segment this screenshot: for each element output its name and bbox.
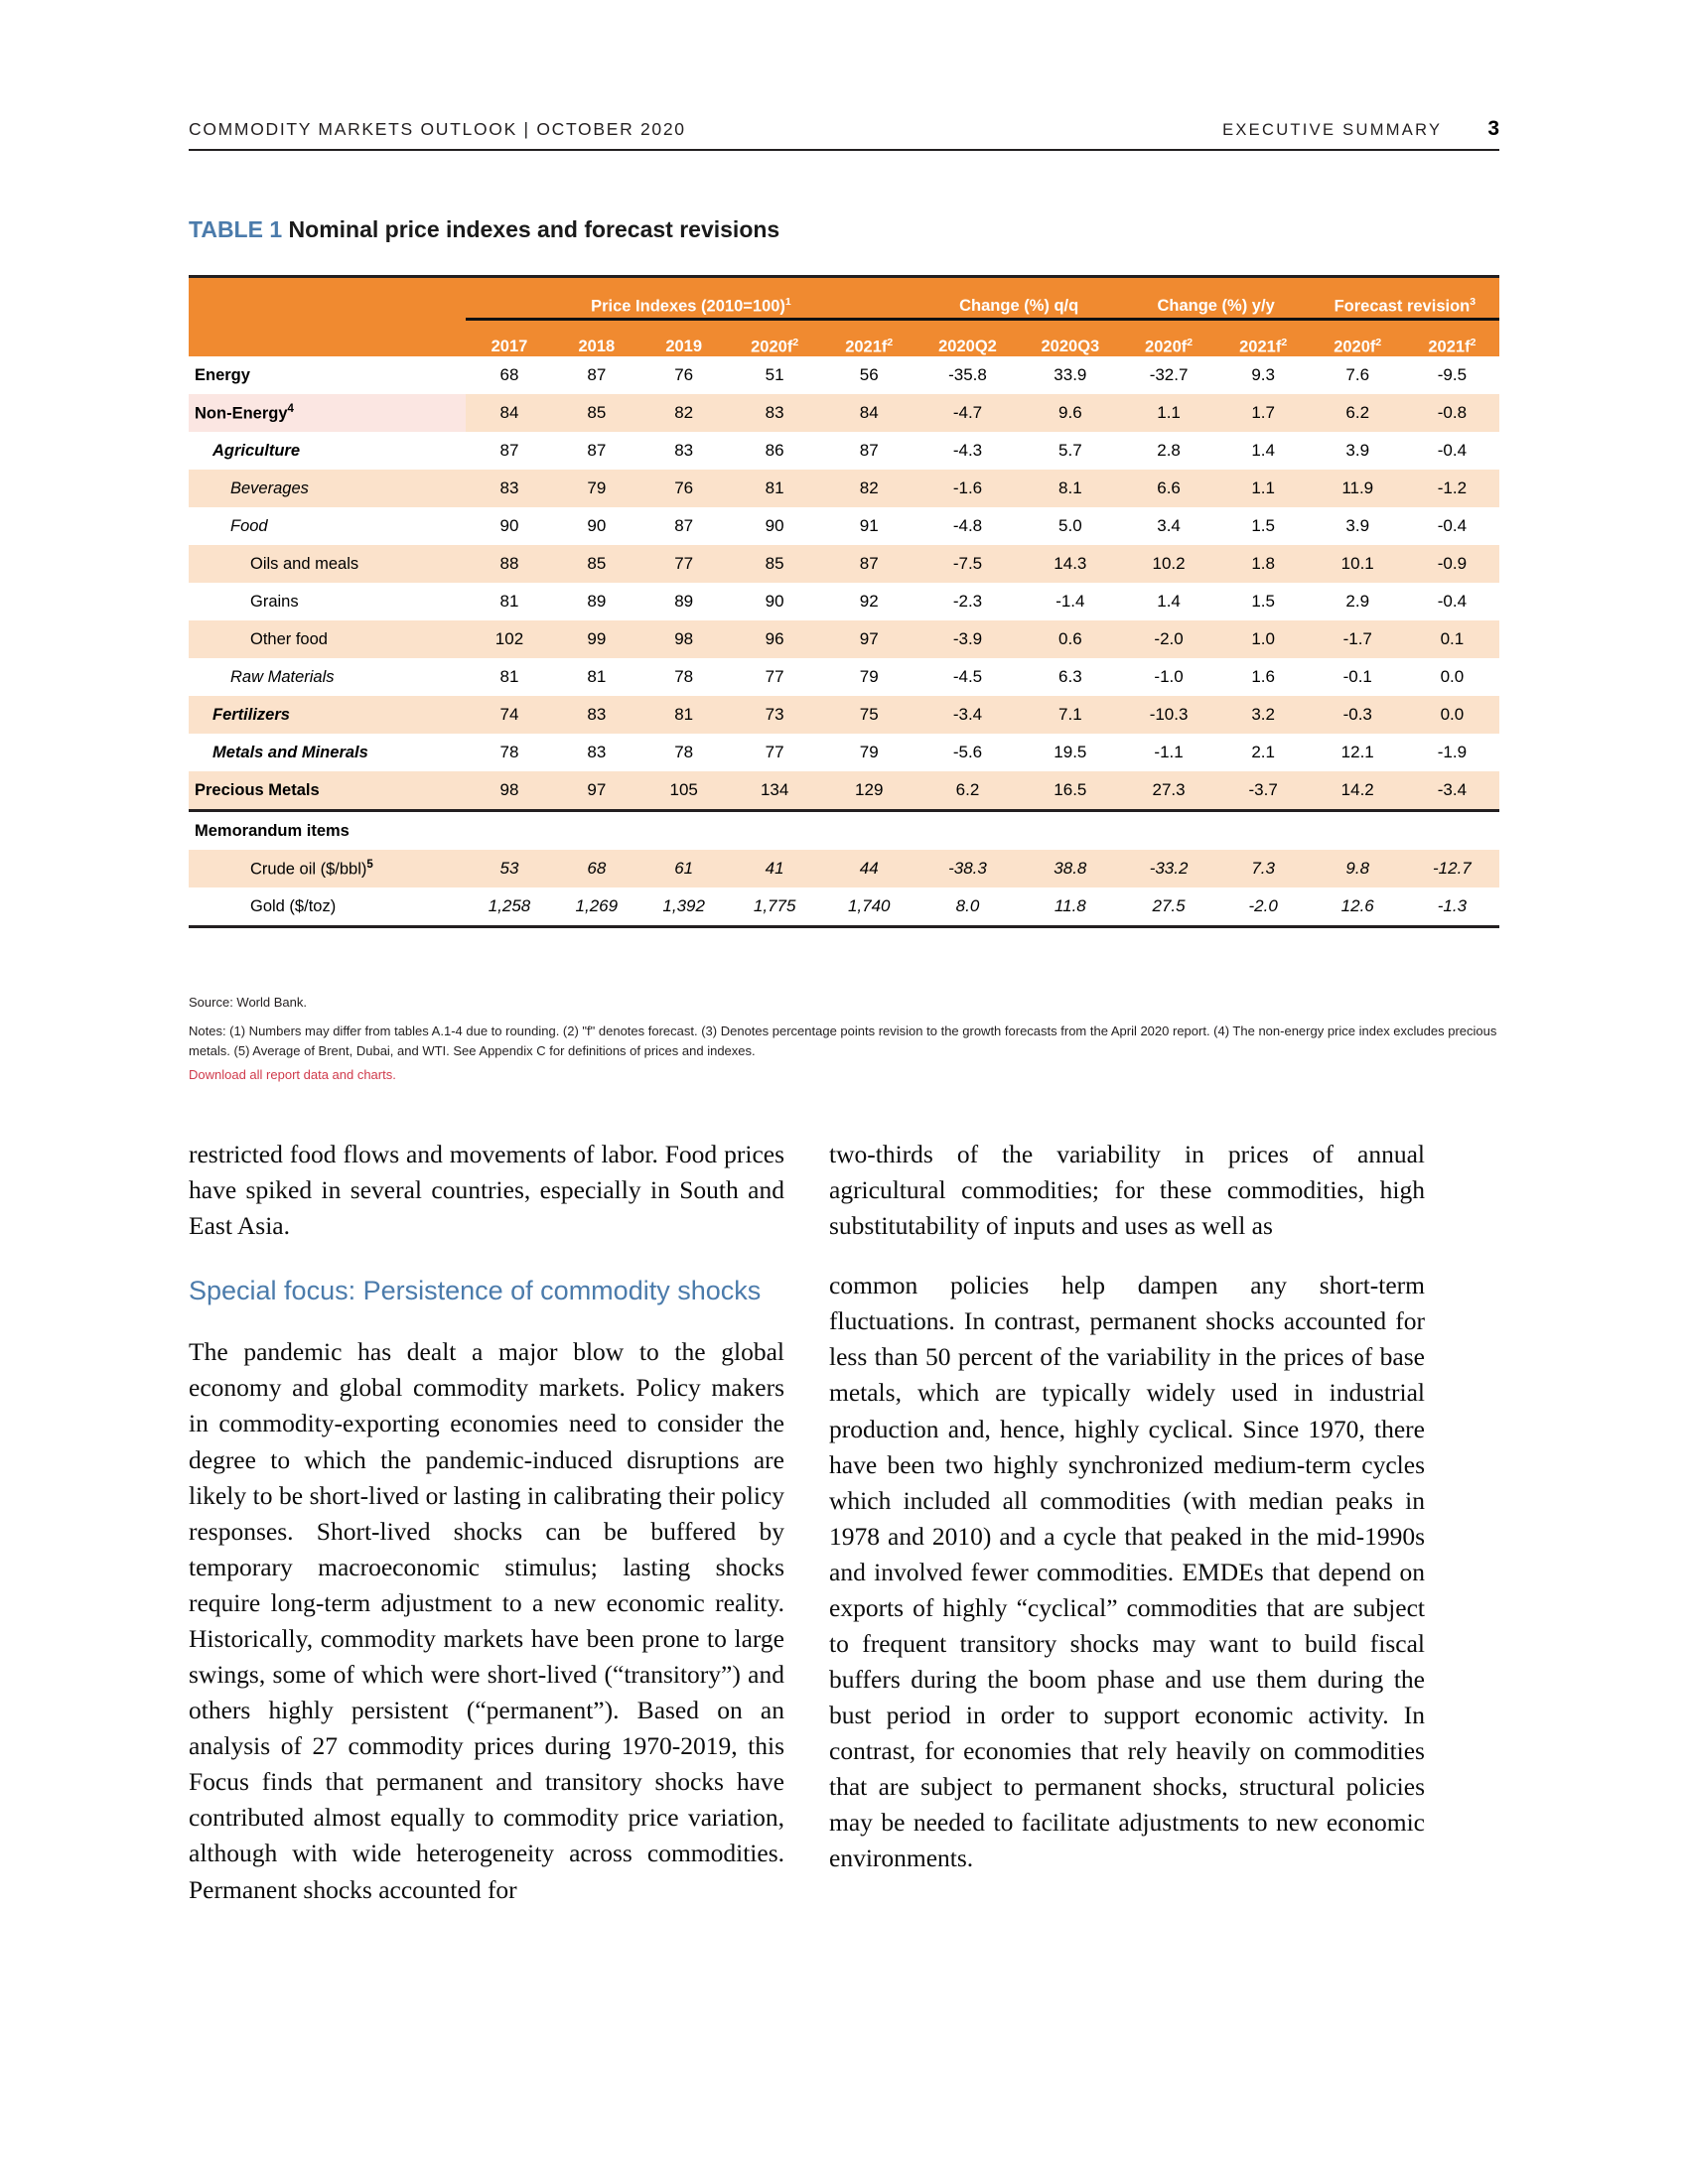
cell-empty [916,811,1019,851]
cell-empty [822,811,916,851]
cell-value: 87 [553,432,640,470]
cell-value: -38.3 [916,850,1019,887]
cell-value: 10.1 [1311,545,1405,583]
cell-value: -4.8 [916,507,1019,545]
cell-value: 1.1 [1122,394,1216,432]
cell-value: 76 [640,470,728,507]
cell-value: -1.2 [1405,470,1499,507]
cell-value: 9.3 [1216,356,1311,394]
cell-value: 97 [822,620,916,658]
column-header-2019: 2019 [640,320,728,357]
cell-value: 7.3 [1216,850,1311,887]
column-header-2020f: 2020f$^2$ [1311,320,1405,357]
cell-value: 2.9 [1311,583,1405,620]
memorandum-items-label: Memorandum items [189,811,466,851]
cell-value: 78 [640,734,728,771]
cell-value: -2.0 [1216,887,1311,927]
running-head-title: COMMODITY MARKETS OUTLOOK | OCTOBER 2020 [189,119,686,139]
cell-value: 1,775 [728,887,822,927]
cell-value: 1,269 [553,887,640,927]
cell-value: 1.4 [1122,583,1216,620]
cell-value: 105 [640,771,728,811]
cell-value: 78 [640,658,728,696]
cell-value: 1.5 [1216,583,1311,620]
cell-empty [640,811,728,851]
cell-value: -7.5 [916,545,1019,583]
cell-value: 81 [466,583,553,620]
cell-value: 87 [822,432,916,470]
cell-value: 134 [728,771,822,811]
memorandum-header-row [189,811,1499,851]
cell-value: 87 [640,507,728,545]
cell-value: -4.7 [916,394,1019,432]
cell-empty [1216,811,1311,851]
table-notes [189,993,1499,1086]
table-row [189,658,1499,696]
cell-value: 73 [728,696,822,734]
cell-value: 8.0 [916,887,1019,927]
cell-value: 7.1 [1019,696,1121,734]
cell-empty [553,811,640,851]
cell-value: -1.3 [1405,887,1499,927]
cell-value: 77 [728,658,822,696]
column-group-header: Change (%) q/q [916,277,1122,320]
table-column-header-row [189,320,1499,357]
cell-value: 38.8 [1019,850,1121,887]
paragraph-common-policies: common policies help dampen any short-term fluctuations. In contrast, permanent shocks accounted for less than 50 percent of the variability in the prices of base metals, which are typically widely used in industrial production and, hence, highly cyclical. Since 1970, there have been two highly synchronized medium-term cycles which included all commodities (with median peaks in 1978 and 2010) and a cycle that peaked in the mid-1990s and involved fewer commodities. EMDEs that depend on exports of highly “cyclical” commodities that are subject to frequent transitory shocks may want to build fiscal buffers during the boom phase and use them during the bust period in order to support economic activity. In contrast, for economies that rely heavily on commodities that are subject to permanent shocks, structural policies may be needed to facilitate adjustments to new economic environments. [829,1271,1425,1873]
cell-value: 89 [553,583,640,620]
cell-value: -2.3 [916,583,1019,620]
cell-value: -9.5 [1405,356,1499,394]
cell-value: -12.7 [1405,850,1499,887]
header-divider [189,149,1499,151]
cell-value: 51 [728,356,822,394]
cell-value: 11.9 [1311,470,1405,507]
cell-value: 6.2 [1311,394,1405,432]
column-header-2020q2: 2020Q2 [916,320,1019,357]
cell-value: 82 [640,394,728,432]
cell-value: 12.1 [1311,734,1405,771]
cell-value: 2.1 [1216,734,1311,771]
cell-value: -0.3 [1311,696,1405,734]
cell-value: -4.3 [916,432,1019,470]
cell-value: 2.8 [1122,432,1216,470]
cell-value: 1.1 [1216,470,1311,507]
table-label: TABLE 1 [189,216,283,242]
column-group-header: Price Indexes (2010=100)$^1$ [466,277,916,320]
cell-value: 27.3 [1122,771,1216,811]
cell-value: -3.7 [1216,771,1311,811]
group-header-spacer [189,277,466,320]
body-column-right [829,1137,1425,1877]
cell-value: 9.6 [1019,394,1121,432]
table-row [189,507,1499,545]
cell-value: -3.4 [916,696,1019,734]
cell-value: 83 [466,470,553,507]
cell-value: -3.9 [916,620,1019,658]
cell-value: 83 [640,432,728,470]
row-label: Agriculture [189,432,466,470]
row-label: Other food [189,620,466,658]
column-header-2021f: 2021f$^2$ [1405,320,1499,357]
cell-value: 1.0 [1216,620,1311,658]
table-row [189,620,1499,658]
cell-value: -1.1 [1122,734,1216,771]
cell-value: 6.2 [916,771,1019,811]
cell-value: 0.0 [1405,696,1499,734]
cell-value: 90 [728,583,822,620]
table-row [189,734,1499,771]
cell-empty [466,811,553,851]
cell-value: -1.9 [1405,734,1499,771]
cell-value: 90 [466,507,553,545]
column-header-2020q3: 2020Q3 [1019,320,1121,357]
cell-value: 77 [640,545,728,583]
cell-value: 44 [822,850,916,887]
table-row [189,432,1499,470]
cell-value: -0.9 [1405,545,1499,583]
cell-value: 6.6 [1122,470,1216,507]
cell-value: 1.6 [1216,658,1311,696]
column-header-2017: 2017 [466,320,553,357]
cell-empty [1019,811,1121,851]
cell-value: 0.6 [1019,620,1121,658]
cell-value: 99 [553,620,640,658]
table-row [189,771,1499,811]
column-header-2021f: 2021f$^2$ [1216,320,1311,357]
paragraph-pandemic-blow: The pandemic has dealt a major blow to the global economy and global commodity markets. Policy makers in commodity-exporting economies need to consider the degree to which the pandemic-induced disruptions are likely to be short-lived or lasting in calibrating their policy responses. Short-lived shocks can be buffered by temporary macroeconomic stimulus; lasting shocks require long-term adjustment to a new economic reality. Historically, commodity markets have been prone to large swings, some of which were short-lived (“transitory”) and others highly persistent (“permanent”). Based on an analysis of 27 commodity prices during 1970-2019, this Focus finds that permanent and transitory shocks have contributed almost equally to commodity price variation, although with wide heterogeneity across commodities. Permanent shocks accounted for [189,1337,784,1904]
cell-value: 5.0 [1019,507,1121,545]
row-label: Energy [189,356,466,394]
row-label: Raw Materials [189,658,466,696]
cell-value: 89 [640,583,728,620]
table-body [189,277,1499,927]
cell-value: -1.0 [1122,658,1216,696]
cell-value: 83 [553,734,640,771]
cell-value: 1.7 [1216,394,1311,432]
cell-value: -5.6 [916,734,1019,771]
column-header-2020f: 2020f$^2$ [1122,320,1216,357]
cell-value: 92 [822,583,916,620]
cell-value: 90 [553,507,640,545]
running-head [189,117,1499,141]
cell-empty [1122,811,1216,851]
cell-value: -0.4 [1405,583,1499,620]
cell-value: -1.7 [1311,620,1405,658]
notes-source: Source: World Bank. [189,995,307,1010]
page-number: 3 [1487,117,1499,140]
cell-value: 91 [822,507,916,545]
row-label: Fertilizers [189,696,466,734]
cell-value: 87 [466,432,553,470]
cell-value: -1.6 [916,470,1019,507]
cell-value: 6.3 [1019,658,1121,696]
cell-value: 78 [466,734,553,771]
cell-value: 90 [728,507,822,545]
cell-value: 85 [553,394,640,432]
cell-value: -10.3 [1122,696,1216,734]
special-focus-heading: Special focus: Persistence of commodity shocks [189,1276,762,1306]
column-group-header: Forecast revision$^3$ [1311,277,1499,320]
cell-value: 19.5 [1019,734,1121,771]
table-caption [189,216,779,243]
cell-value: 1.4 [1216,432,1311,470]
row-label: Crude oil ($/bbl)$^5$ [189,850,466,887]
cell-value: 41 [728,850,822,887]
cell-value: 3.9 [1311,507,1405,545]
cell-value: 81 [466,658,553,696]
cell-value: 9.8 [1311,850,1405,887]
cell-empty [1311,811,1405,851]
cell-value: 77 [728,734,822,771]
column-header-2018: 2018 [553,320,640,357]
cell-value: 3.9 [1311,432,1405,470]
table-row [189,545,1499,583]
cell-value: -0.4 [1405,507,1499,545]
cell-value: 75 [822,696,916,734]
cell-value: 5.7 [1019,432,1121,470]
cell-value: 81 [640,696,728,734]
cell-value: 68 [553,850,640,887]
cell-value: 7.6 [1311,356,1405,394]
cell-value: 3.4 [1122,507,1216,545]
cell-value: 82 [822,470,916,507]
body-column-left [189,1137,784,1908]
cell-value: 97 [553,771,640,811]
cell-value: 1,740 [822,887,916,927]
table-element [189,275,1499,928]
table-row [189,356,1499,394]
column-header-2020f: 2020f$^2$ [728,320,822,357]
cell-value: -35.8 [916,356,1019,394]
cell-value: 81 [728,470,822,507]
row-label: Oils and meals [189,545,466,583]
table-row [189,887,1499,927]
cell-value: 79 [822,658,916,696]
cell-value: -3.4 [1405,771,1499,811]
cell-value: 10.2 [1122,545,1216,583]
download-data-link[interactable]: Download all report data and charts. [189,1067,396,1083]
row-label: Metals and Minerals [189,734,466,771]
cell-value: 1,392 [640,887,728,927]
cell-value: -2.0 [1122,620,1216,658]
cell-value: 87 [553,356,640,394]
cell-value: 74 [466,696,553,734]
cell-value: 53 [466,850,553,887]
cell-value: 98 [640,620,728,658]
table-group-header-row [189,277,1499,320]
cell-value: 14.3 [1019,545,1121,583]
cell-value: -0.4 [1405,432,1499,470]
cell-value: 102 [466,620,553,658]
cell-empty [1405,811,1499,851]
cell-value: 11.8 [1019,887,1121,927]
cell-value: 16.5 [1019,771,1121,811]
cell-value: 1,258 [466,887,553,927]
table-row [189,696,1499,734]
paragraph-restricted-food-flows: restricted food flows and movements of labor. Food prices have spiked in several countries, especially in South and East Asia. [189,1140,784,1241]
cell-value: -0.8 [1405,394,1499,432]
column-group-header: Change (%) y/y [1122,277,1311,320]
table-row [189,394,1499,432]
cell-empty [728,811,822,851]
row-label: Food [189,507,466,545]
cell-value: 84 [822,394,916,432]
paragraph-two-thirds-variability: two-thirds of the variability in prices of annual agricultural commodities; for these commodities, high substitutability of inputs and uses as well as [829,1140,1425,1241]
cell-value: 61 [640,850,728,887]
cell-value: 56 [822,356,916,394]
table-title: Nominal price indexes and forecast revisions [288,216,780,242]
cell-value: 98 [466,771,553,811]
table-row [189,850,1499,887]
cell-value: 68 [466,356,553,394]
running-head-right [1222,117,1499,141]
cell-value: 12.6 [1311,887,1405,927]
cell-value: 96 [728,620,822,658]
row-label: Beverages [189,470,466,507]
cell-value: 81 [553,658,640,696]
cell-value: 76 [640,356,728,394]
table-row [189,470,1499,507]
cell-value: 85 [728,545,822,583]
notes-body: Notes: (1) Numbers may differ from tables A.1-4 due to rounding. (2) "f" denotes forecast. (3) Denotes percentage points revision to the growth forecasts from the April 2020 report. (4) The non-energy price index excludes precious metals. (5) Average of Brent, Dubai, and WTI. See Appendix C for definitions of prices and indexes. [189,1024,1497,1059]
cell-value: -4.5 [916,658,1019,696]
running-head-section: EXECUTIVE SUMMARY [1222,121,1443,139]
column-header-2021f: 2021f$^2$ [822,320,916,357]
cell-value: 27.5 [1122,887,1216,927]
cell-value: 0.0 [1405,658,1499,696]
cell-value: 83 [553,696,640,734]
cell-value: 3.2 [1216,696,1311,734]
cell-value: -33.2 [1122,850,1216,887]
cell-value: 14.2 [1311,771,1405,811]
cell-value: 1.5 [1216,507,1311,545]
cell-value: 129 [822,771,916,811]
cell-value: 86 [728,432,822,470]
price-index-table [189,275,1499,928]
cell-value: 8.1 [1019,470,1121,507]
cell-value: 83 [728,394,822,432]
cell-value: -1.4 [1019,583,1121,620]
table-row [189,583,1499,620]
cell-value: -0.1 [1311,658,1405,696]
cell-value: 87 [822,545,916,583]
cell-value: 88 [466,545,553,583]
cell-value: 79 [822,734,916,771]
cell-value: 79 [553,470,640,507]
cell-value: 84 [466,394,553,432]
row-label: Non-Energy$^4$ [189,394,466,432]
cell-value: 0.1 [1405,620,1499,658]
cell-value: 85 [553,545,640,583]
cell-value: 33.9 [1019,356,1121,394]
column-header-spacer [189,320,466,357]
cell-value: 1.8 [1216,545,1311,583]
row-label: Gold ($/toz) [189,887,466,927]
row-label: Grains [189,583,466,620]
row-label: Precious Metals [189,771,466,811]
cell-value: -32.7 [1122,356,1216,394]
